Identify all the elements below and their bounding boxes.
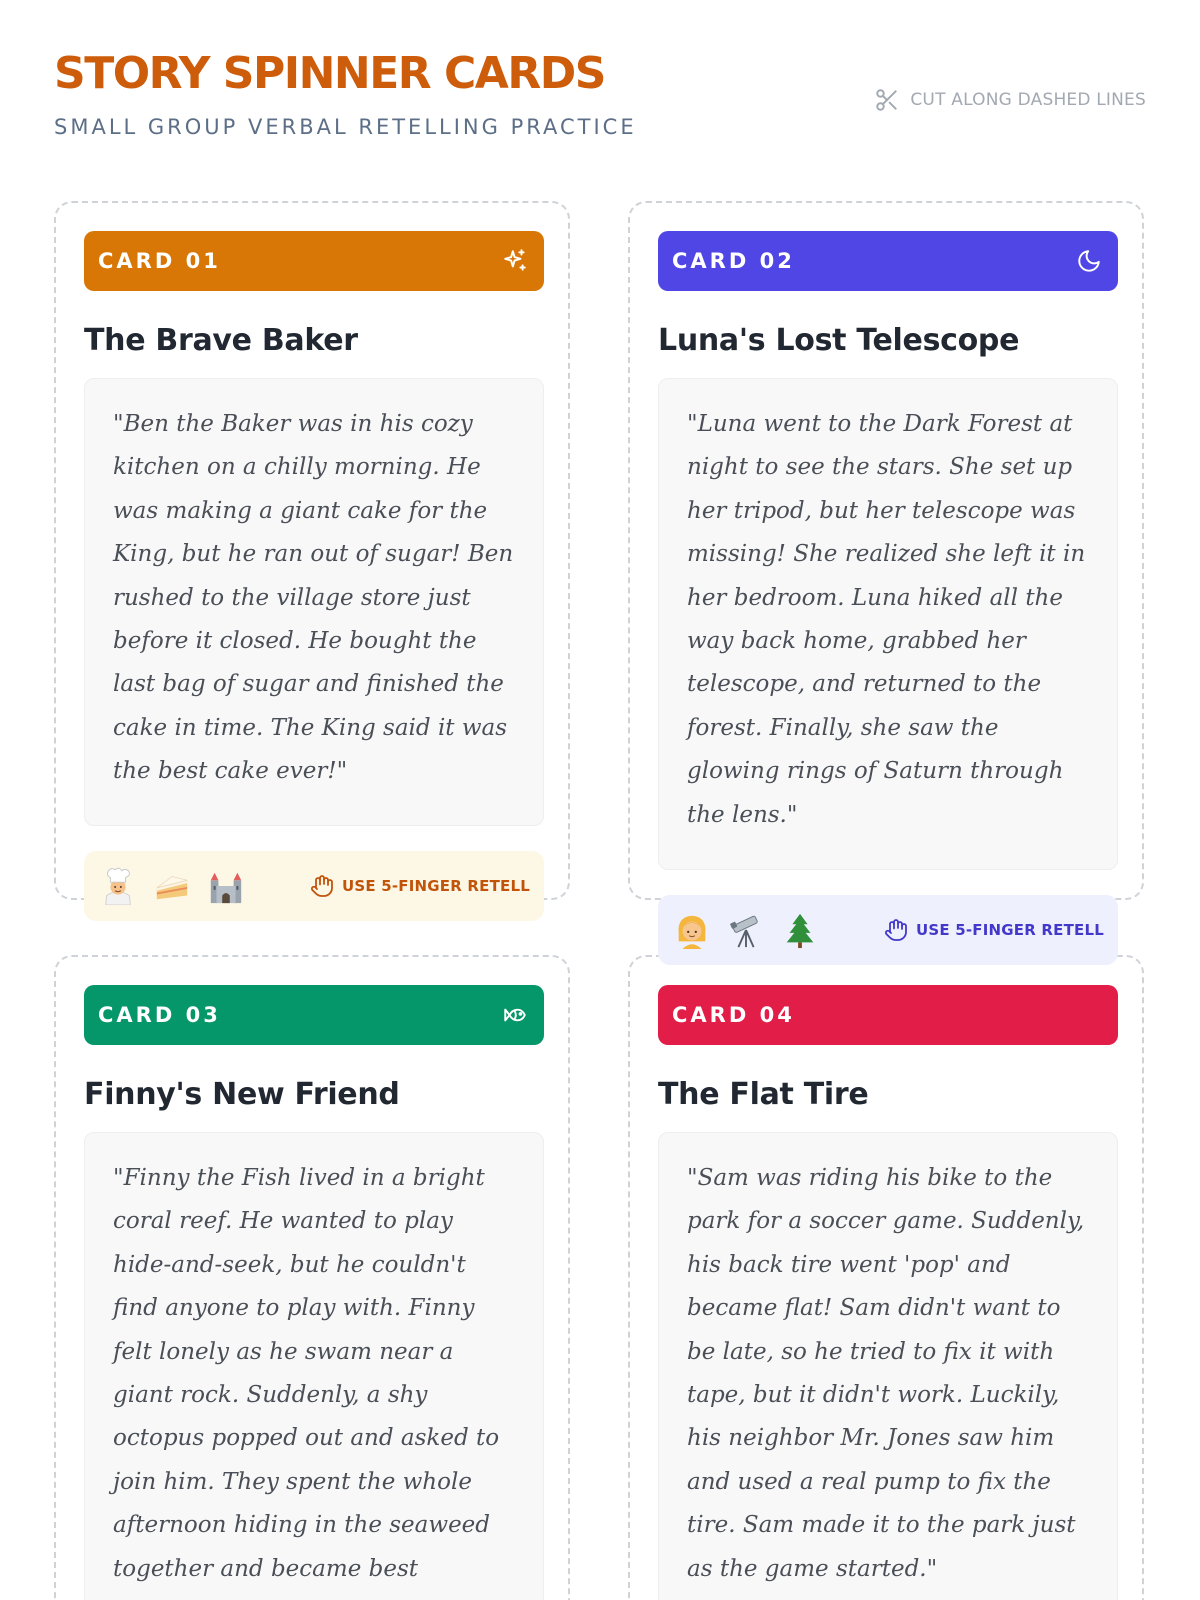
page-title: STORY SPINNER CARDS (54, 48, 605, 99)
story-text: "Finny the Fish lived in a bright coral reef. He wanted to play hide-and-seek, but he couldn't find anyone to play with. Finny felt lonely as he swam near a giant rock. Suddenly, a shy octopus popped out and asked to join him. They spent the whole afternoon hiding in the seaweed together and became best (113, 1165, 500, 1582)
story-box (84, 1132, 544, 1600)
retell-prompt (884, 918, 1104, 942)
story-emojis (98, 866, 246, 906)
sparkles-icon (502, 248, 528, 274)
story-text: "Sam was riding his bike to the park for a soccer game. Suddenly, his back tire went 'pop' and became flat! Sam didn't want to be late, so he tried to fix it with tape, but it didn't work. Luckily, his neighbor Mr. Jones saw him and used a real pump to fix the tire. Sam made it to the park just as the game started." (687, 1165, 1085, 1582)
card-title: The Flat Tire (658, 1077, 869, 1112)
story-text: "Ben the Baker was in his cozy kitchen on a chilly morning. He was making a giant cake for the King, but he ran out of sugar! Ben rushed to the village store just before it closed. He bought the last bag of sugar and finished the cake in time. The King said it was the best cake ever!" (113, 411, 514, 785)
story-card-2 (628, 201, 1144, 900)
hand-icon (884, 918, 908, 942)
card-label: CARD 03 (98, 1003, 221, 1027)
card-header (84, 985, 544, 1045)
story-box (84, 378, 544, 826)
card-header (658, 231, 1118, 291)
tree-emoji (780, 910, 820, 950)
cut-instruction-text: CUT ALONG DASHED LINES (910, 90, 1146, 110)
card-label: CARD 01 (98, 249, 221, 273)
story-emojis (672, 910, 820, 950)
story-box (658, 1132, 1118, 1600)
retell-prompt (310, 874, 530, 898)
cut-instruction (874, 87, 1146, 113)
card-header (658, 985, 1118, 1045)
card-title: The Brave Baker (84, 323, 358, 358)
story-card-4 (628, 955, 1144, 1600)
chef-emoji (98, 866, 138, 906)
scissors-icon (874, 87, 900, 113)
castle-emoji (206, 866, 246, 906)
card-1-footer (84, 851, 544, 921)
fish-icon (502, 1002, 528, 1028)
story-text: "Luna went to the Dark Forest at night to see the stars. She set up her tripod, but her telescope was missing! She realized she left it in her bedroom. Luna hiked all the way back home, grabbed her telescope, and returned to the forest. Finally, she saw the glowing rings of Saturn through the lens." (687, 411, 1086, 828)
cake-emoji (152, 866, 192, 906)
hand-icon (310, 874, 334, 898)
moon-icon (1076, 248, 1102, 274)
story-box (658, 378, 1118, 870)
card-label: CARD 04 (672, 1003, 795, 1027)
card-2-footer (658, 895, 1118, 965)
telescope-emoji (726, 910, 766, 950)
card-title: Luna's Lost Telescope (658, 323, 1020, 358)
girl-emoji (672, 910, 712, 950)
page-subtitle: SMALL GROUP VERBAL RETELLING PRACTICE (54, 115, 637, 139)
retell-label: USE 5-FINGER RETELL (341, 877, 530, 895)
story-card-1 (54, 201, 570, 900)
story-card-3 (54, 955, 570, 1600)
card-title: Finny's New Friend (84, 1077, 400, 1112)
card-label: CARD 02 (672, 249, 795, 273)
retell-label: USE 5-FINGER RETELL (915, 921, 1104, 939)
card-header (84, 231, 544, 291)
